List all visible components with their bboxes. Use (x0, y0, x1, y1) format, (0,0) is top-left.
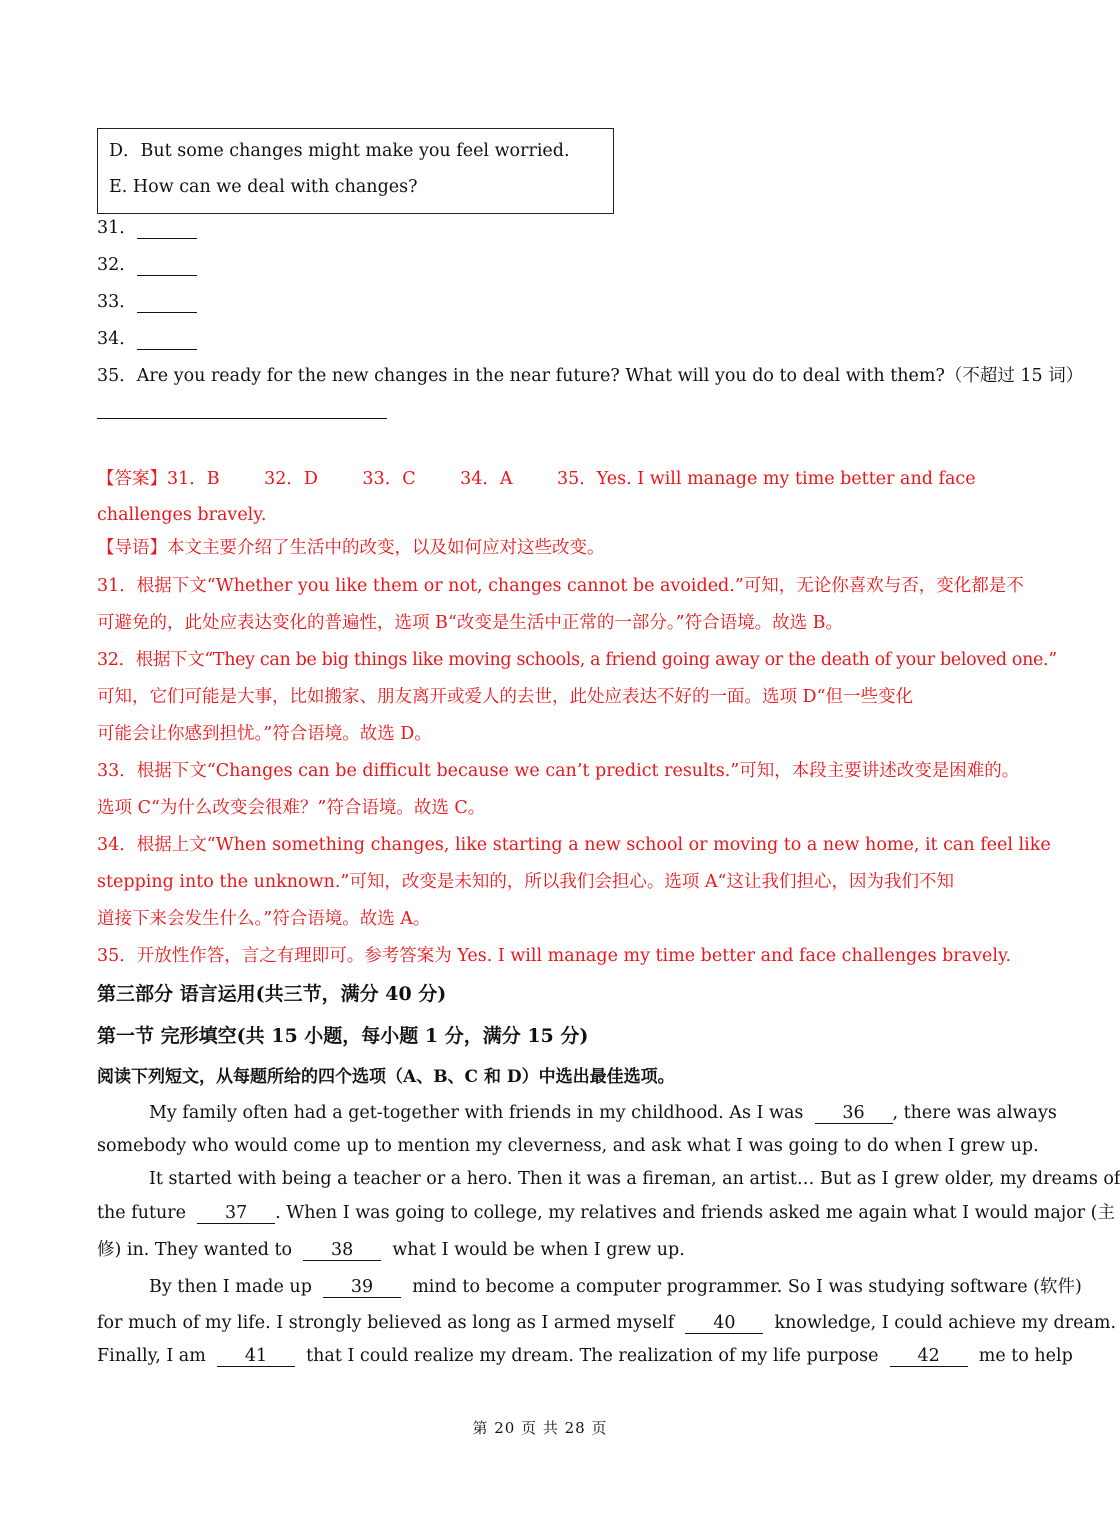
guide-text: 【导语】本文主要介绍了生活中的改变，以及如何应对这些改变。 (97, 538, 605, 558)
explanation-32: 32．根据下文“They can be big things like moving schools, a friend going away or the death of your beloved one.” (97, 650, 1057, 670)
cloze-blank-39[interactable]: 39 (323, 1277, 401, 1298)
options-box (97, 128, 614, 214)
passage-line: somebody who would come up to mention my cleverness, and ask what I was going to do when I grew up. (97, 1136, 1039, 1156)
part-heading: 第三部分 语言运用(共三节，满分 40 分) (97, 983, 447, 1005)
passage-line: By then I made up 39 mind to become a computer programmer. So I was studying software (软件) (149, 1277, 1082, 1297)
question-33: 33． (97, 290, 197, 314)
cloze-blank-36[interactable]: 36 (815, 1103, 893, 1124)
option-e: E. How can we deal with changes? (109, 177, 418, 197)
explanation-31: 31．根据下文“Whether you like them or not, changes cannot be avoided.”可知，无论你喜欢与否，变化都是不 (97, 576, 1024, 596)
explanation-31-cont: 可避免的，此处应表达变化的普遍性，选项 B“改变是生活中正常的一部分。”符合语境。故选 B。 (97, 613, 843, 633)
question-31: 31． (97, 216, 197, 240)
question-34: 34． (97, 327, 197, 351)
passage-line: Finally, I am 41 that I could realize my dream. The realization of my life purpose 42 me to help (97, 1346, 1073, 1366)
section-heading: 第一节 完形填空(共 15 小题，每小题 1 分，满分 15 分) (97, 1025, 589, 1047)
explanation-33-cont: 选项 C“为什么改变会很难？”符合语境。故选 C。 (97, 798, 486, 818)
explanation-32-cont: 可知，它们可能是大事，比如搬家、朋友离开或爱人的去世，此处应表达不好的一面。选项 D“但一些变化 (97, 687, 914, 707)
explanation-34: 34．根据上文“When something changes, like starting a new school or moving to a new home, it can feel like (97, 835, 1051, 855)
passage-line: It started with being a teacher or a hero. Then it was a fireman, an artist… But as I grew older, my dreams of (149, 1169, 1120, 1189)
explanation-35: 35．开放性作答，言之有理即可。参考答案为 Yes. I will manage my time better and face challenges bravely. (97, 946, 1012, 966)
cloze-blank-41[interactable]: 41 (217, 1346, 295, 1367)
cloze-blank-42[interactable]: 42 (890, 1346, 968, 1367)
instruction-text: 阅读下列短文，从每题所给的四个选项（A、B、C 和 D）中选出最佳选项。 (97, 1067, 675, 1087)
answer-blank[interactable] (137, 218, 197, 239)
explanation-34-end: 道接下来会发生什么。”符合语境。故选 A。 (97, 909, 431, 929)
answer-blank[interactable] (137, 329, 197, 350)
passage-line: My family often had a get-together with friends in my childhood. As I was 36 , there was always (149, 1103, 1057, 1123)
explanation-32-end: 可能会让你感到担忧。”符合语境。故选 D。 (97, 724, 432, 744)
question-35: 35．Are you ready for the new changes in the near future? What will you do to deal with them?（不超过 15 词） (97, 366, 1084, 386)
passage-line: the future 37 . When I was going to college, my relatives and friends asked me again what I would major (主 (97, 1203, 1116, 1223)
page-footer: 第 20 页 共 28 页 (472, 1419, 608, 1437)
answer-blank[interactable] (137, 255, 197, 276)
option-d: D．But some changes might make you feel worried. (109, 141, 570, 161)
answer-blank[interactable] (137, 292, 197, 313)
explanation-34-cont: stepping into the unknown.”可知，改变是未知的，所以我们会担心。选项 A“这让我们担心，因为我们不知 (97, 872, 954, 892)
question-32: 32． (97, 253, 197, 277)
cloze-blank-40[interactable]: 40 (685, 1313, 763, 1334)
passage-line: for much of my life. I strongly believed as long as I armed myself 40 knowledge, I could achieve my dream. (97, 1313, 1117, 1333)
answer-key-cont: challenges bravely. (97, 505, 267, 525)
cloze-blank-37[interactable]: 37 (197, 1203, 275, 1224)
explanation-33: 33．根据下文“Changes can be difficult because we can’t predict results.”可知，本段主要讲述改变是困难的。 (97, 761, 1020, 781)
answer-key: 【答案】31．B 32．D 33．C 34．A 35．Yes. I will manage my time better and face (97, 469, 976, 489)
cloze-blank-38[interactable]: 38 (303, 1240, 381, 1261)
passage-line: 修) in. They wanted to 38 what I would be when I grew up. (97, 1240, 685, 1260)
answer-line-35[interactable] (97, 418, 387, 419)
